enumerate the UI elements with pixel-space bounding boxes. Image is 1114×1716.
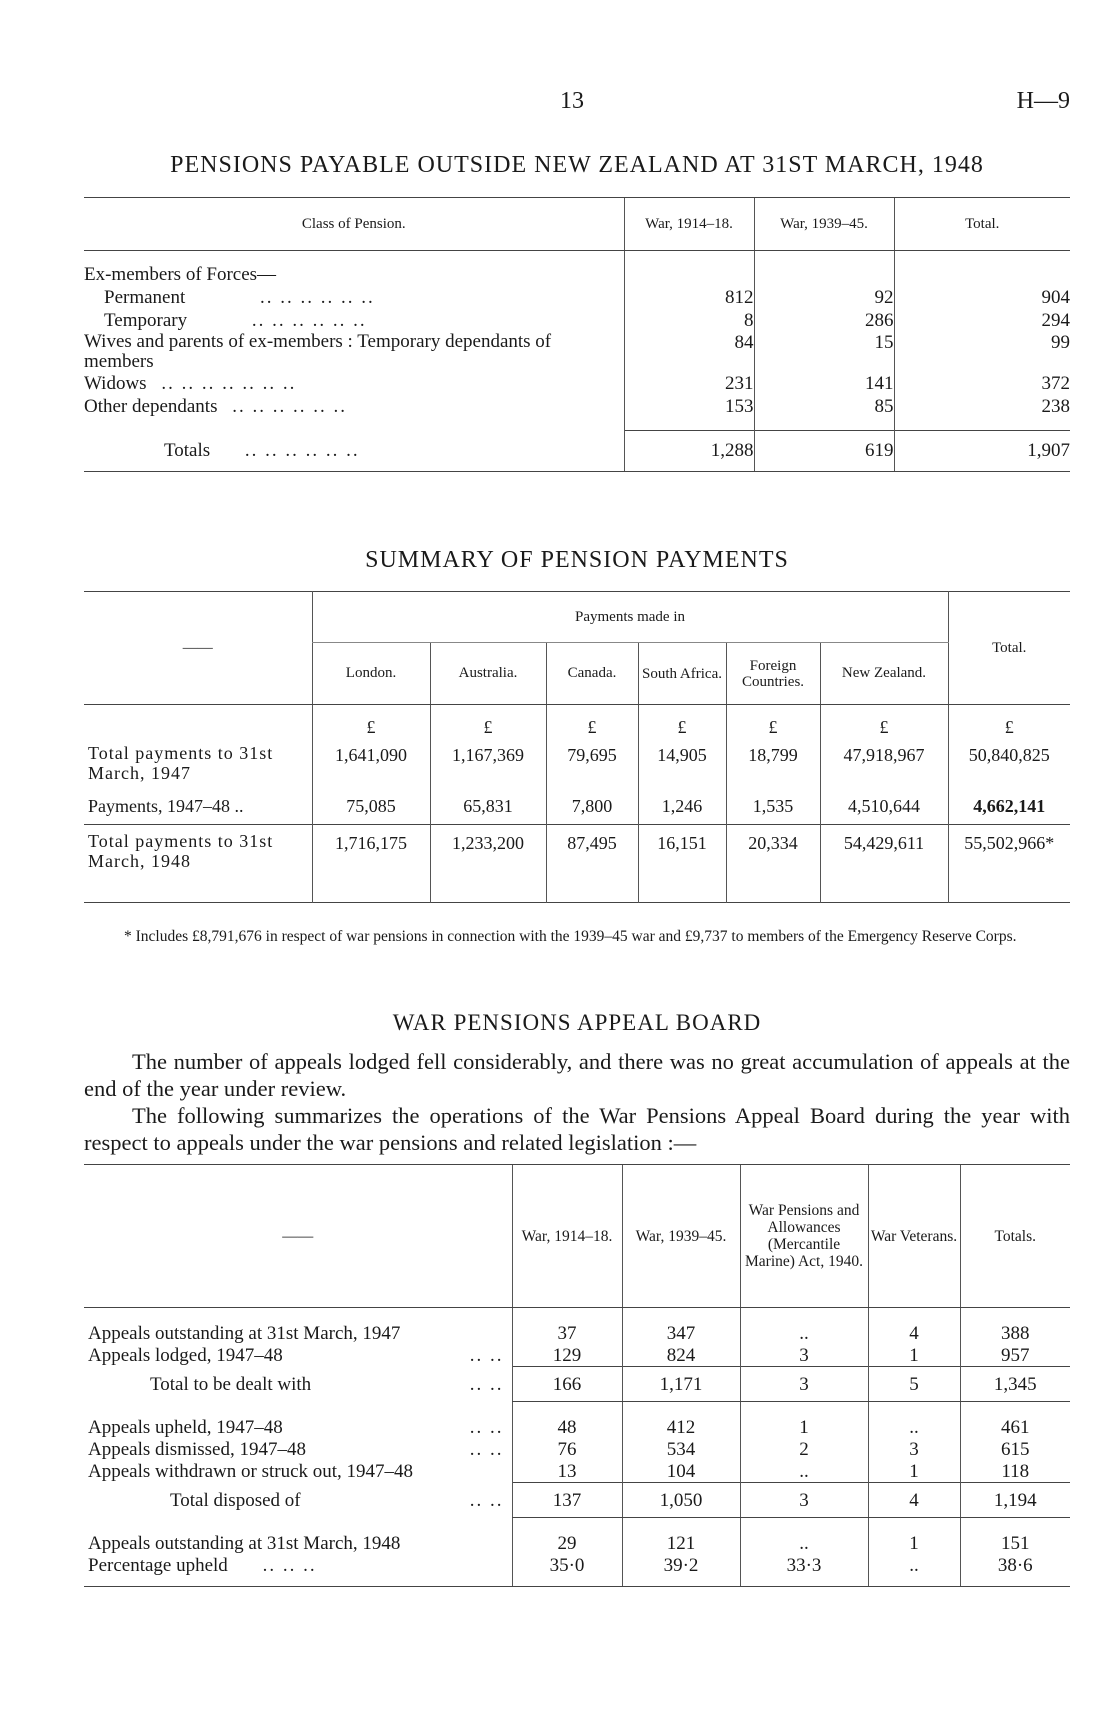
table-row: Percentage upheld .. .. .. 35·0 39·2 33·3 .. 38·6	[84, 1554, 1070, 1576]
paragraph: The following summarizes the operations of the War Pensions Appeal Board during the year with respect to appeals under the war pensions and related legislation :—	[84, 1103, 1070, 1155]
page-header	[0, 88, 1114, 118]
table-row: Total payments to 31st March, 1947 1,641,090 1,167,369 79,695 14,905 18,799 47,918,967 50,840,825	[84, 739, 1070, 789]
pensions-outside-nz-table	[84, 197, 1070, 472]
col-totals: Totals.	[960, 1165, 1070, 1308]
col-total: Total.	[948, 592, 1070, 705]
subtotal-row: Total to be dealt with .. .. 166 1,171 3 5 1,345	[84, 1367, 1070, 1402]
col-south-africa: South Africa.	[638, 643, 726, 705]
table-row: Appeals lodged, 1947–48 .. .. 129 824 3 1 957	[84, 1344, 1070, 1367]
summary-payments-title: SUMMARY OF PENSION PAYMENTS	[365, 547, 789, 573]
table-row: Appeals withdrawn or struck out, 1947–48 13 104 .. 1 118	[84, 1460, 1070, 1483]
table-row: Other dependants .. .. .. .. .. .. 153 85 238	[84, 395, 1070, 417]
col-war-1914-18: War, 1914–18.	[624, 198, 754, 251]
col-mercantile-marine: War Pensions and Allowances (Mercantile Marine) Act, 1940.	[740, 1165, 868, 1308]
table-row: Permanent .. .. .. .. .. .. 812 92 904	[104, 286, 1070, 308]
table-row: Widows .. .. .. .. .. .. .. 231 141 372	[84, 372, 1070, 394]
table-row: Appeals outstanding at 31st March, 1947 37 347 .. 4 388	[84, 1322, 1070, 1344]
stub-header: ——	[84, 592, 312, 705]
appeal-board-text	[84, 1048, 1070, 1156]
footnote: * Includes £8,791,676 in respect of war pensions in connection with the 1939–45 war and £9,737 to members of the Emergency Reserve Corps.	[124, 928, 1017, 945]
paragraph: The number of appeals lodged fell considerably, and there was no great accumulation of appeals at the end of the year under review.	[84, 1049, 1070, 1101]
group-label: Ex-members of Forces—	[84, 263, 277, 285]
table-row: Payments, 1947–48 .. 75,085 65,831 7,800 1,246 1,535 4,510,644 4,662,141	[84, 789, 1070, 825]
appeal-board-table	[84, 1164, 1070, 1587]
currency-row: £ £ £ £ £ £ £	[84, 705, 1070, 739]
stub-header: ——	[84, 1165, 512, 1308]
col-class-of-pension: Class of Pension.	[84, 198, 624, 251]
subtotal-row: Total disposed of .. .. 137 1,050 3 4 1,194	[84, 1483, 1070, 1518]
col-war-1939-45: War, 1939–45.	[622, 1165, 740, 1308]
col-foreign-countries: Foreign Countries.	[726, 643, 820, 705]
col-war-veterans: War Veterans.	[868, 1165, 960, 1308]
group-header-payments-made-in: Payments made in	[312, 592, 948, 643]
totals-row: Totals .. .. .. .. .. .. 1,288 619 1,907	[84, 431, 1070, 472]
col-war-1939-45: War, 1939–45.	[754, 198, 894, 251]
summary-payments-table	[84, 591, 1070, 903]
col-london: London.	[312, 643, 430, 705]
table-row: Appeals upheld, 1947–48 .. .. 48 412 1 .. 461	[84, 1416, 1070, 1438]
pensions-outside-nz-title: PENSIONS PAYABLE OUTSIDE NEW ZEALAND AT 31ST MARCH, 1948	[170, 152, 984, 178]
appeal-board-title: WAR PENSIONS APPEAL BOARD	[392, 1010, 762, 1035]
table-row: Temporary .. .. .. .. .. .. 8 286 294	[104, 309, 1070, 331]
table-row: Appeals outstanding at 31st March, 1948 29 121 .. 1 151	[84, 1532, 1070, 1554]
table-row: Wives and parents of ex-members : Temporary dependants of members 84 15 99	[84, 331, 1070, 372]
col-total: Total.	[894, 198, 1070, 251]
col-war-1914-18: War, 1914–18.	[512, 1165, 622, 1308]
col-new-zealand: New Zealand.	[820, 643, 948, 705]
table-row: Appeals dismissed, 1947–48 .. .. 76 534 2 3 615	[84, 1438, 1070, 1460]
table-row: Total payments to 31st March, 1948 1,716,175 1,233,200 87,495 16,151 20,334 54,429,611 55,502,966*	[84, 825, 1070, 878]
page-number: 13	[560, 88, 584, 114]
document-reference: H—9	[1016, 88, 1070, 114]
col-canada: Canada.	[546, 643, 638, 705]
col-australia: Australia.	[430, 643, 546, 705]
